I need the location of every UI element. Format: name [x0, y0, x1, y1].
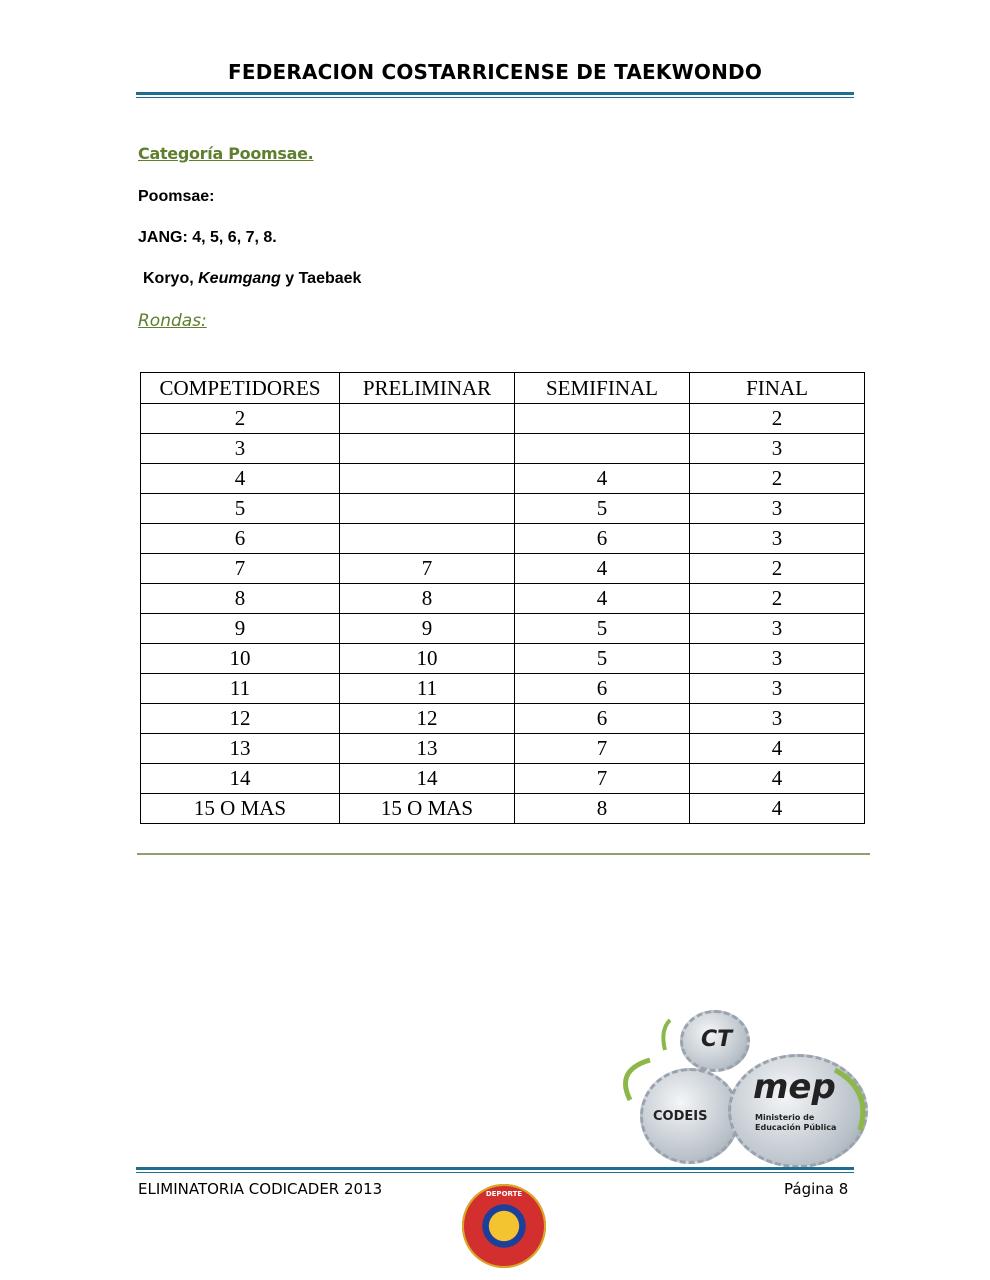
table-cell: 6: [141, 524, 340, 554]
table-header-row: [141, 373, 865, 404]
forms-prefix: Koryo,: [143, 270, 199, 287]
table-cell: 4: [141, 464, 340, 494]
table-cell: [340, 404, 515, 434]
table-row: [141, 734, 865, 764]
table-cell: 4: [515, 464, 690, 494]
header-rule-thin: [136, 97, 854, 98]
page-number: Página 8: [784, 1180, 849, 1198]
table-cell: 7: [141, 554, 340, 584]
table-row: [141, 794, 865, 824]
rondas-title: Rondas:: [138, 311, 207, 331]
table-cell: 10: [340, 644, 515, 674]
forms-italic: Keumgang: [198, 270, 281, 287]
table-cell: 7: [515, 764, 690, 794]
col-header-preliminar: PRELIMINAR: [340, 373, 515, 404]
table-cell: 15 O MAS: [340, 794, 515, 824]
col-header-competidores: COMPETIDORES: [141, 373, 340, 404]
forms-suffix: y Taebaek: [280, 270, 362, 287]
table-cell: 7: [340, 554, 515, 584]
table-cell: 10: [141, 644, 340, 674]
page-header-title: FEDERACION COSTARRICENSE DE TAEKWONDO: [227, 60, 763, 84]
poomsae-label: Poomsae:: [138, 188, 215, 205]
table-cell: 3: [690, 704, 865, 734]
table-cell: 11: [340, 674, 515, 704]
table-cell: 5: [141, 494, 340, 524]
table-cell: 8: [141, 584, 340, 614]
table-cell: 12: [141, 704, 340, 734]
table-cell: 5: [515, 614, 690, 644]
header-rule-thick: [136, 92, 854, 95]
table-cell: 13: [141, 734, 340, 764]
sponsor-logos: [610, 1010, 880, 1170]
table-row: [141, 584, 865, 614]
table-cell: 4: [690, 734, 865, 764]
forms-line: [143, 270, 361, 288]
table-cell: 15 O MAS: [141, 794, 340, 824]
table-row: [141, 674, 865, 704]
table-cell: 2: [690, 464, 865, 494]
table-cell: 4: [515, 554, 690, 584]
table-cell: 6: [515, 674, 690, 704]
mep-label: mep: [753, 1067, 836, 1107]
ct-label: CT: [701, 1027, 733, 1052]
footer-rule-thin: [136, 1172, 854, 1173]
table-row: [141, 554, 865, 584]
table-cell: 13: [340, 734, 515, 764]
table-cell: 14: [141, 764, 340, 794]
table-cell: [515, 434, 690, 464]
table-cell: 7: [515, 734, 690, 764]
table-row: [141, 404, 865, 434]
table-cell: 3: [690, 614, 865, 644]
table-cell: 9: [141, 614, 340, 644]
table-cell: 3: [690, 644, 865, 674]
mep-subtitle: Ministerio de Educación Pública: [755, 1113, 837, 1132]
table-row: [141, 704, 865, 734]
table-cell: 4: [690, 764, 865, 794]
table-cell: 3: [141, 434, 340, 464]
table-row: [141, 644, 865, 674]
table-cell: [340, 434, 515, 464]
table-cell: 8: [515, 794, 690, 824]
table-cell: 14: [340, 764, 515, 794]
table-cell: 6: [515, 704, 690, 734]
table-cell: [340, 464, 515, 494]
table-cell: 2: [141, 404, 340, 434]
table-row: [141, 524, 865, 554]
table-cell: [515, 404, 690, 434]
table-cell: [340, 524, 515, 554]
col-header-semifinal: SEMIFINAL: [515, 373, 690, 404]
table-cell: 9: [340, 614, 515, 644]
table-cell: 8: [340, 584, 515, 614]
table-cell: 6: [515, 524, 690, 554]
codicader-seal-icon: [462, 1184, 546, 1268]
table-cell: 3: [690, 494, 865, 524]
section-title: Categoría Poomsae.: [138, 144, 314, 163]
table-row: [141, 464, 865, 494]
table-cell: 5: [515, 494, 690, 524]
table-body: [141, 404, 865, 824]
table-cell: 4: [515, 584, 690, 614]
codeis-label: CODEIS: [653, 1109, 708, 1124]
jang-line: JANG: 4, 5, 6, 7, 8.: [138, 229, 277, 246]
section-divider: [137, 853, 870, 855]
table-cell: 2: [690, 584, 865, 614]
table-cell: 2: [690, 404, 865, 434]
cycle-arrows-icon: [610, 1010, 880, 1170]
col-header-final: FINAL: [690, 373, 865, 404]
seal-text: DEPORTE: [485, 1190, 523, 1198]
table-row: [141, 614, 865, 644]
table-cell: 3: [690, 524, 865, 554]
table-cell: [340, 494, 515, 524]
table-cell: 5: [515, 644, 690, 674]
table-cell: 12: [340, 704, 515, 734]
table-cell: 11: [141, 674, 340, 704]
table-cell: 4: [690, 794, 865, 824]
table-cell: 3: [690, 674, 865, 704]
table-cell: 3: [690, 434, 865, 464]
table-cell: 2: [690, 554, 865, 584]
table-row: [141, 764, 865, 794]
footer-rule-thick: [136, 1167, 854, 1170]
rounds-table: [140, 372, 865, 824]
footer-left-text: ELIMINATORIA CODICADER 2013: [138, 1180, 383, 1198]
table-row: [141, 434, 865, 464]
table-row: [141, 494, 865, 524]
